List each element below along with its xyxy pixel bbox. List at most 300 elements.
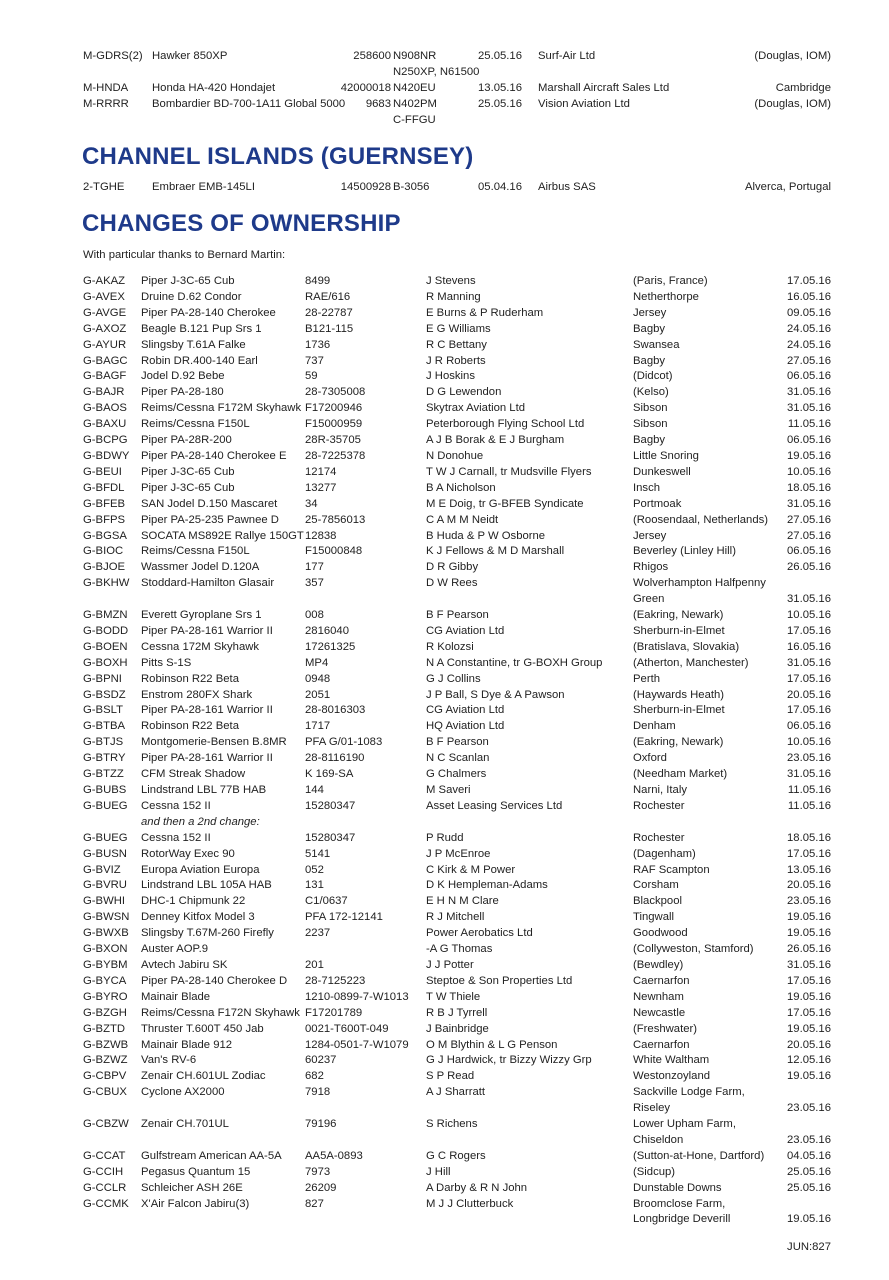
date: 17.05.16 xyxy=(787,624,831,637)
msn: PFA 172-12141 xyxy=(305,911,383,924)
msn: C1/0637 xyxy=(305,895,348,908)
registration: G-BFDL xyxy=(83,481,125,494)
previous-identity: N420EU xyxy=(393,81,436,94)
msn: 8499 xyxy=(305,275,331,287)
registration: G-BVIZ xyxy=(83,863,121,876)
date: 31.05.16 xyxy=(787,656,831,669)
location: (Haywards Heath) xyxy=(633,688,725,701)
owner: S P Read xyxy=(426,1070,475,1083)
aircraft-type: Piper PA-28-140 Cherokee D xyxy=(141,974,288,987)
date: 20.05.16 xyxy=(787,1038,831,1051)
previous-identity: B-3056 xyxy=(393,181,430,193)
table-row xyxy=(83,735,831,751)
aircraft-type: Cessna 152 II xyxy=(141,831,211,844)
owner: J P Ball, S Dye & A Pawson xyxy=(426,688,565,701)
msn: 0948 xyxy=(305,672,331,685)
location: Westonzoyland xyxy=(633,1070,711,1083)
location: Cambridge xyxy=(775,81,831,94)
location: (Roosendaal, Netherlands) xyxy=(633,513,769,526)
msn: 258600 xyxy=(353,50,391,62)
location: Caernarfon xyxy=(633,974,690,987)
registration: G-BSDZ xyxy=(83,688,126,701)
registration: G-BTRY xyxy=(83,752,126,765)
registration: G-BAXU xyxy=(83,418,127,431)
aircraft-type: Piper PA-28-161 Warrior II xyxy=(141,624,273,637)
location: (Bratislava, Slovakia) xyxy=(633,640,740,653)
owner: N A Constantine, tr G-BOXH Group xyxy=(426,656,603,669)
registration: G-BZGH xyxy=(83,1006,127,1019)
aircraft-type: Robin DR.400-140 Earl xyxy=(141,354,258,367)
owner: CG Aviation Ltd xyxy=(426,624,505,637)
location: (Didcot) xyxy=(633,370,673,383)
date: 26.05.16 xyxy=(787,943,831,956)
registration: G-BFPS xyxy=(83,513,126,526)
owner: R C Bettany xyxy=(426,338,487,351)
msn: F15000848 xyxy=(305,545,363,558)
registration: G-CBPV xyxy=(83,1070,127,1083)
location: Perth xyxy=(633,672,661,685)
table-row xyxy=(83,338,831,354)
table-row xyxy=(83,958,831,974)
owner: -A G Thomas xyxy=(426,943,493,956)
date: 05.04.16 xyxy=(478,181,522,193)
date: 17.05.16 xyxy=(787,847,831,860)
owner: E H N M Clare xyxy=(426,895,499,908)
table-row xyxy=(83,576,831,608)
msn: 2816040 xyxy=(305,624,349,637)
registration: M-HNDA xyxy=(83,81,129,94)
aircraft-type: Piper PA-28-140 Cherokee xyxy=(141,306,276,319)
owner: J P McEnroe xyxy=(426,847,491,860)
msn: 28-7125223 xyxy=(305,974,366,987)
aircraft-type: Reims/Cessna F150L xyxy=(141,418,250,431)
msn: 7918 xyxy=(305,1086,331,1099)
location: (Kelso) xyxy=(633,386,669,399)
location: Blackpool xyxy=(633,895,682,908)
date: 16.05.16 xyxy=(787,640,831,653)
msn: 1717 xyxy=(305,720,331,733)
msn: 1210-0899-7-W1013 xyxy=(305,990,409,1003)
aircraft-type: Stoddard-Hamilton Glasair xyxy=(141,577,275,590)
registration: M-RRRR xyxy=(83,97,129,110)
location: (Douglas, IOM) xyxy=(754,97,831,110)
owner: R Kolozsi xyxy=(426,640,474,653)
msn: 28-7225378 xyxy=(305,449,366,462)
date: 10.05.16 xyxy=(787,609,831,622)
owner: J Bainbridge xyxy=(426,1022,489,1035)
date: 06.05.16 xyxy=(787,370,831,383)
previous-identity: C-FFGU xyxy=(393,113,436,126)
aircraft-type: Druine D.62 Condor xyxy=(141,290,242,303)
aircraft-type: Lindstrand LBL 105A HAB xyxy=(141,879,272,892)
date: 25.05.16 xyxy=(787,1165,831,1178)
owner: CG Aviation Ltd xyxy=(426,704,505,717)
aircraft-type: Cyclone AX2000 xyxy=(141,1086,225,1099)
location: Bagby xyxy=(633,322,666,335)
msn xyxy=(305,942,426,958)
register-row xyxy=(83,49,831,65)
aircraft-type: DHC-1 Chipmunk 22 xyxy=(141,895,246,908)
aircraft-type: Zenair CH.701UL xyxy=(141,1118,229,1131)
location: Corsham xyxy=(633,879,679,892)
aircraft-type: Van's RV-6 xyxy=(141,1054,197,1067)
location: Sibson xyxy=(633,418,668,431)
registration: G-BYRO xyxy=(83,990,128,1003)
owner: Asset Leasing Services Ltd xyxy=(426,799,563,812)
msn: 12174 xyxy=(305,465,337,478)
aircraft-type: Embraer EMB-145LI xyxy=(152,181,255,193)
table-row xyxy=(83,385,831,401)
location: Tingwall xyxy=(633,911,675,924)
aircraft-type: Reims/Cessna F150L xyxy=(141,545,250,558)
aircraft-type: Honda HA-420 Hondajet xyxy=(152,81,276,94)
table-row xyxy=(83,1069,831,1085)
table-row xyxy=(83,1117,831,1149)
table-row xyxy=(83,767,831,783)
table-row xyxy=(83,799,831,815)
date: 20.05.16 xyxy=(787,879,831,892)
location: (Needham Market) xyxy=(633,768,728,781)
table-row xyxy=(83,1197,831,1229)
registration: G-BKHW xyxy=(83,577,130,590)
aircraft-type: Wassmer Jodel D.120A xyxy=(141,561,260,574)
table-row xyxy=(83,401,831,417)
msn: 2237 xyxy=(305,927,331,940)
aircraft-type: Reims/Cessna F172M Skyhawk xyxy=(141,402,302,415)
date: 17.05.16 xyxy=(787,1006,831,1019)
table-row xyxy=(83,433,831,449)
aircraft-type: Pegasus Quantum 15 xyxy=(141,1165,251,1178)
location: Rochester xyxy=(633,799,685,812)
location: (Sidcup) xyxy=(633,1165,676,1178)
aircraft-type: Cessna 172M Skyhawk xyxy=(141,640,260,653)
msn: 357 xyxy=(305,577,324,590)
table-row xyxy=(83,703,831,719)
location: Bagby xyxy=(633,354,666,367)
registration: G-CBZW xyxy=(83,1118,129,1131)
owner: D W Rees xyxy=(426,577,478,590)
date: 26.05.16 xyxy=(787,561,831,574)
date: 06.05.16 xyxy=(787,434,831,447)
msn: 008 xyxy=(305,609,324,622)
aircraft-type: Gulfstream American AA-5A xyxy=(141,1149,282,1162)
registration: G-AYUR xyxy=(83,338,127,351)
date: 23.05.16 xyxy=(787,1102,831,1115)
date: 27.05.16 xyxy=(787,513,831,526)
table-row xyxy=(83,1006,831,1022)
msn: F15000959 xyxy=(305,418,363,431)
owner: M J J Clutterbuck xyxy=(426,1197,514,1210)
registration: G-BIOC xyxy=(83,545,124,558)
owner: J Hoskins xyxy=(426,370,475,383)
registration: G-BTJS xyxy=(83,736,124,749)
aircraft-type: Piper PA-25-235 Pawnee D xyxy=(141,513,279,526)
msn: 2051 xyxy=(305,688,331,701)
registration: G-BXON xyxy=(83,943,128,956)
registration: G-BSLT xyxy=(83,704,123,717)
owner: P Rudd xyxy=(426,831,464,844)
location: Broomclose Farm, Longbridge Deverill xyxy=(633,1197,731,1226)
location: Lower Upham Farm, Chiseldon xyxy=(633,1118,736,1146)
msn: 28-8116190 xyxy=(305,752,365,765)
previous-identity: N250XP, N61500 xyxy=(393,65,480,78)
location: Oxford xyxy=(633,752,667,765)
date: 17.05.16 xyxy=(787,704,831,717)
table-row xyxy=(83,513,831,529)
location: (Douglas, IOM) xyxy=(754,50,831,62)
date: 25.05.16 xyxy=(478,97,522,110)
msn: 25-7856013 xyxy=(305,513,366,526)
registration: G-BMZN xyxy=(83,609,128,622)
register-row xyxy=(83,97,831,113)
registration: G-BGSA xyxy=(83,529,127,542)
owner: J Hill xyxy=(426,1165,451,1178)
msn: 177 xyxy=(305,561,324,574)
location: Rhigos xyxy=(633,561,669,574)
location: (Freshwater) xyxy=(633,1022,698,1035)
date: 20.05.16 xyxy=(787,688,831,701)
table-row xyxy=(83,974,831,990)
table-row xyxy=(83,926,831,942)
msn: 28-22787 xyxy=(305,306,353,319)
aircraft-type: Europa Aviation Europa xyxy=(141,863,260,876)
date: 06.05.16 xyxy=(787,545,831,558)
table-row xyxy=(83,544,831,560)
previous-identity: N908NR xyxy=(393,50,437,62)
location: Rochester xyxy=(633,831,685,844)
owner: G Chalmers xyxy=(426,768,487,781)
location: White Waltham xyxy=(633,1054,710,1067)
registration: G-BODD xyxy=(83,624,129,637)
owner: R B J Tyrrell xyxy=(426,1006,488,1019)
owner: Surf-Air Ltd xyxy=(538,50,596,62)
table-row xyxy=(83,1022,831,1038)
date: 23.05.16 xyxy=(787,752,831,765)
registration: G-AVEX xyxy=(83,290,125,303)
registration: G-BYCA xyxy=(83,974,127,987)
owner: O M Blythin & L G Penson xyxy=(426,1038,558,1051)
date: 09.05.16 xyxy=(787,306,831,319)
msn: 144 xyxy=(305,784,324,796)
msn: 131 xyxy=(305,879,324,892)
table-row xyxy=(83,481,831,497)
date: 19.05.16 xyxy=(787,1070,831,1083)
owner: S Richens xyxy=(426,1118,478,1131)
table-row xyxy=(83,688,831,704)
msn: 682 xyxy=(305,1070,324,1083)
location: Newcastle xyxy=(633,1006,686,1019)
owner: D R Gibby xyxy=(426,561,479,574)
location: Jersey xyxy=(633,529,667,542)
table-row xyxy=(83,1085,831,1117)
date: 25.05.16 xyxy=(787,1181,831,1194)
table-row xyxy=(83,672,831,688)
date: 27.05.16 xyxy=(787,529,831,542)
owner: B F Pearson xyxy=(426,736,489,749)
registration: G-BEUI xyxy=(83,465,122,478)
date: 19.05.16 xyxy=(787,1213,831,1226)
msn: RAE/616 xyxy=(305,290,351,303)
msn: 28-7305008 xyxy=(305,386,366,399)
table-row xyxy=(83,417,831,433)
registration: G-BYBM xyxy=(83,958,128,971)
msn: 0021-T600T-049 xyxy=(305,1022,389,1035)
register-row xyxy=(83,81,831,97)
owner: M E Doig, tr G-BFEB Syndicate xyxy=(426,497,584,510)
msn: 13277 xyxy=(305,481,337,494)
owner: J J Potter xyxy=(426,958,474,971)
location: Portmoak xyxy=(633,497,682,510)
owner: J Stevens xyxy=(426,275,476,287)
location: Jersey xyxy=(633,306,667,319)
registration: G-BPNI xyxy=(83,672,122,685)
table-row xyxy=(83,878,831,894)
table-row xyxy=(83,719,831,735)
table-row xyxy=(83,831,831,847)
location: Denham xyxy=(633,720,676,733)
date: 11.05.16 xyxy=(787,799,831,812)
date: 31.05.16 xyxy=(787,768,831,781)
owner: Skytrax Aviation Ltd xyxy=(426,402,526,415)
registration: G-BUBS xyxy=(83,784,127,796)
location: Narni, Italy xyxy=(633,784,687,796)
channel-islands-list xyxy=(83,180,831,196)
location: Dunstable Downs xyxy=(633,1181,722,1194)
date: 31.05.16 xyxy=(787,497,831,510)
owner: C A M M Neidt xyxy=(426,513,499,526)
aircraft-type: Piper J-3C-65 Cub xyxy=(141,481,235,494)
location: Netherthorpe xyxy=(633,290,699,303)
table-row xyxy=(83,290,831,306)
date: 25.05.16 xyxy=(478,50,522,62)
aircraft-type: Beagle B.121 Pup Srs 1 xyxy=(141,322,262,335)
owner: G C Rogers xyxy=(426,1149,486,1162)
location: Sibson xyxy=(633,402,668,415)
location: Swansea xyxy=(633,338,680,351)
table-row xyxy=(83,1181,831,1197)
registration: G-BZTD xyxy=(83,1022,126,1035)
table-row xyxy=(83,1038,831,1054)
table-row xyxy=(83,497,831,513)
registration: G-CCMK xyxy=(83,1197,129,1210)
msn: 12838 xyxy=(305,529,337,542)
location: Beverley (Linley Hill) xyxy=(633,545,736,558)
changes-of-ownership-heading: CHANGES OF OWNERSHIP xyxy=(82,210,401,237)
registration: G-BCPG xyxy=(83,434,128,447)
location: Goodwood xyxy=(633,927,688,940)
location: Little Snoring xyxy=(633,449,699,462)
registration: G-CBUX xyxy=(83,1086,127,1099)
date: 31.05.16 xyxy=(787,958,831,971)
date: 19.05.16 xyxy=(787,927,831,940)
date: 24.05.16 xyxy=(787,338,831,351)
date: 24.05.16 xyxy=(787,322,831,335)
aircraft-type: Mainair Blade 912 xyxy=(141,1038,233,1051)
owner: M Saveri xyxy=(426,784,471,796)
table-row xyxy=(83,1053,831,1069)
owner: Peterborough Flying School Ltd xyxy=(426,418,585,431)
aircraft-type: Slingsby T.61A Falke xyxy=(141,338,246,351)
date: 31.05.16 xyxy=(787,402,831,415)
note-row: and then a 2nd change: xyxy=(141,815,260,828)
location: (Sutton-at-Hone, Dartford) xyxy=(633,1149,765,1162)
register-row-continuation xyxy=(83,113,831,129)
msn: 827 xyxy=(305,1197,324,1210)
location: (Eakring, Newark) xyxy=(633,609,724,622)
table-row xyxy=(83,608,831,624)
registration: G-BUSN xyxy=(83,847,127,860)
location: Insch xyxy=(633,481,661,494)
registration: G-BZWZ xyxy=(83,1054,128,1067)
table-row xyxy=(83,640,831,656)
msn: PFA G/01-1083 xyxy=(305,736,383,749)
owner: K J Fellows & M D Marshall xyxy=(426,545,565,558)
owner: Steptoe & Son Properties Ltd xyxy=(426,974,573,987)
msn: 9683 xyxy=(365,97,391,110)
date: 23.05.16 xyxy=(787,895,831,908)
msn: 1284-0501-7-W1079 xyxy=(305,1038,409,1051)
date: 17.05.16 xyxy=(787,275,831,287)
msn: 15280347 xyxy=(305,799,356,812)
aircraft-type: Piper PA-28-140 Cherokee E xyxy=(141,449,287,462)
date: 18.05.16 xyxy=(787,831,831,844)
table-row xyxy=(83,990,831,1006)
owner: A J B Borak & E J Burgham xyxy=(426,434,565,447)
msn: 42000018 xyxy=(340,81,391,94)
location: (Bewdley) xyxy=(633,958,684,971)
location: (Paris, France) xyxy=(633,275,708,287)
registration: G-BZWB xyxy=(83,1038,129,1051)
date: 11.05.16 xyxy=(787,418,831,431)
location: (Atherton, Manchester) xyxy=(633,656,749,669)
owner: Vision Aviation Ltd xyxy=(538,97,630,110)
msn: 15280347 xyxy=(305,831,356,844)
aircraft-type: Denney Kitfox Model 3 xyxy=(141,911,255,924)
msn: 052 xyxy=(305,863,324,876)
owner: HQ Aviation Ltd xyxy=(426,720,505,733)
aircraft-type: Piper PA-28-161 Warrior II xyxy=(141,704,273,717)
table-row xyxy=(83,1165,831,1181)
table-row xyxy=(83,624,831,640)
registration: G-BTZZ xyxy=(83,768,124,781)
registration: G-BWSN xyxy=(83,911,130,924)
registration: G-CCLR xyxy=(83,1181,127,1194)
registration: G-BFEB xyxy=(83,497,126,510)
msn: 59 xyxy=(305,370,318,383)
aircraft-type: CFM Streak Shadow xyxy=(141,768,246,781)
owner: D G Lewendon xyxy=(426,386,502,399)
register-top-list xyxy=(83,49,831,129)
date: 13.05.16 xyxy=(787,863,831,876)
date: 19.05.16 xyxy=(787,1022,831,1035)
registration: G-BOXH xyxy=(83,656,128,669)
msn: 7973 xyxy=(305,1165,331,1178)
aircraft-type: Bombardier BD-700-1A11 Global 5000 xyxy=(152,97,346,110)
owner: N Donohue xyxy=(426,449,484,462)
table-row xyxy=(83,910,831,926)
msn: 201 xyxy=(305,958,324,971)
channel-islands-heading: CHANNEL ISLANDS (GUERNSEY) xyxy=(82,143,474,170)
owner: J R Roberts xyxy=(426,354,486,367)
msn: 28R-35705 xyxy=(305,434,361,447)
aircraft-type: Enstrom 280FX Shark xyxy=(141,688,253,701)
registration: G-BWXB xyxy=(83,927,129,940)
registration: 2-TGHE xyxy=(83,181,125,193)
date: 04.05.16 xyxy=(787,1149,831,1162)
date: 18.05.16 xyxy=(787,481,831,494)
location: Sherburn-in-Elmet xyxy=(633,704,725,717)
date: 31.05.16 xyxy=(787,386,831,399)
